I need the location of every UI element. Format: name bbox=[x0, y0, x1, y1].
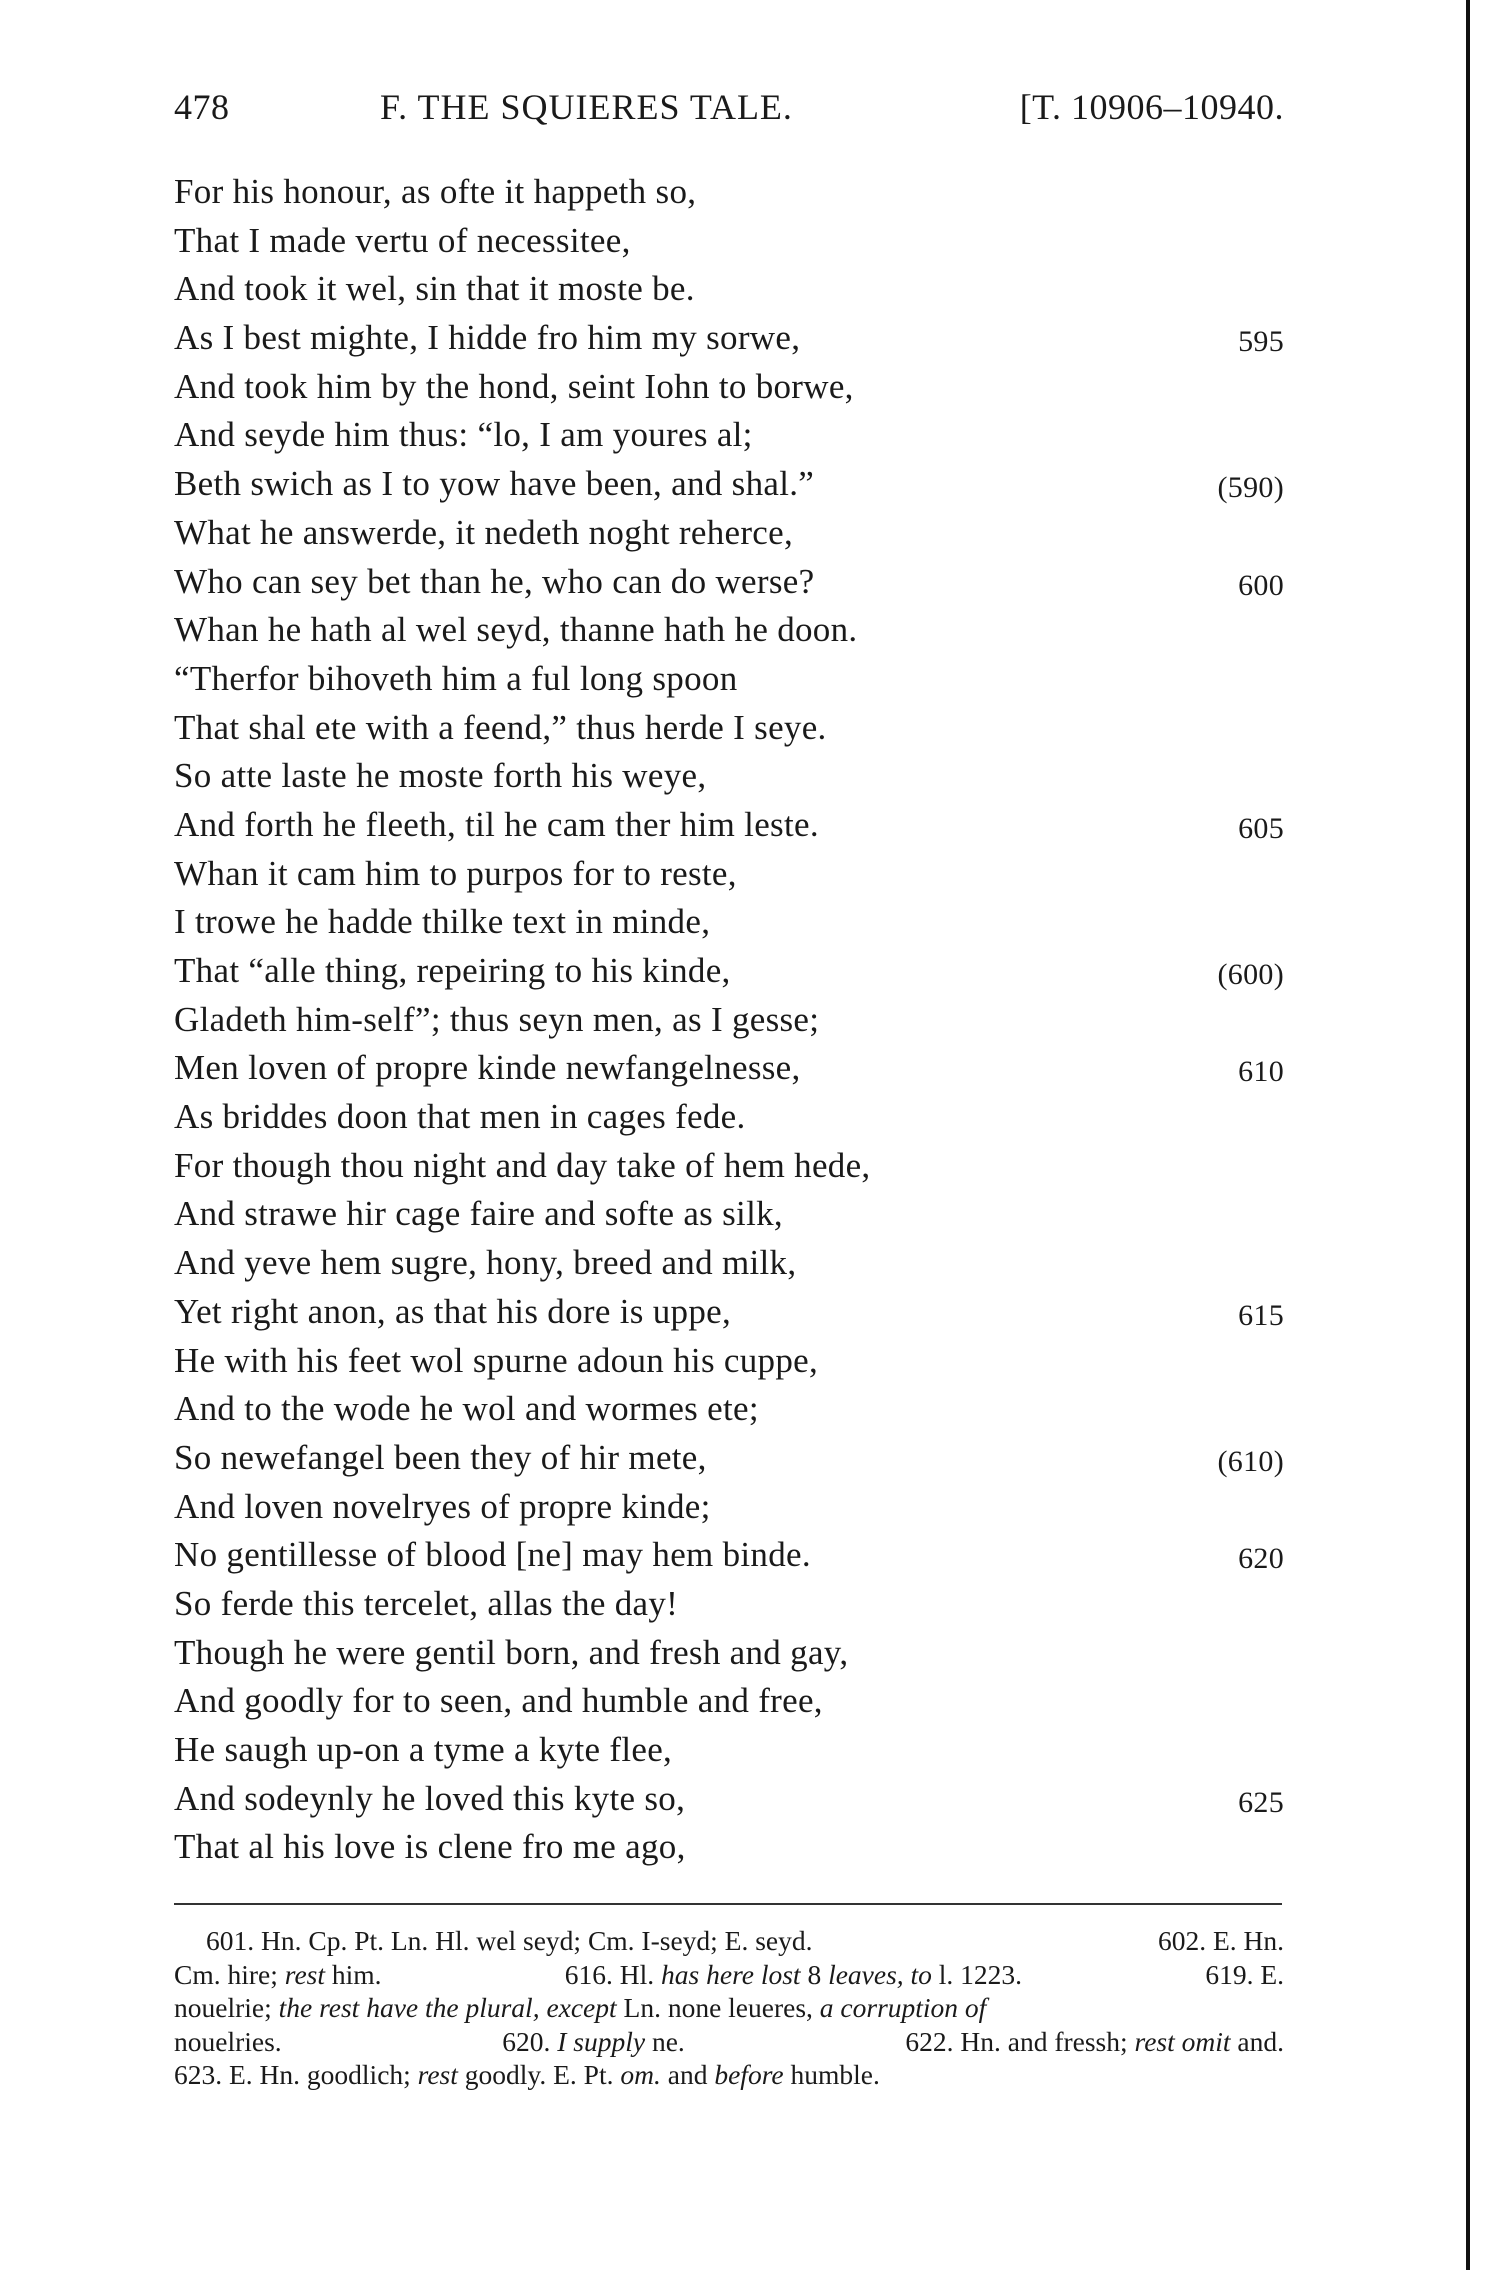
verse-line bbox=[174, 1288, 1284, 1337]
verse-text: What he answerde, it nedeth noght reherce, bbox=[174, 512, 793, 552]
verse-text: Beth swich as I to yow have been, and shal.” bbox=[174, 464, 815, 504]
line-number: 625 bbox=[1238, 1785, 1284, 1819]
verse-text: No gentillesse of blood [ne] may hem binde. bbox=[174, 1535, 811, 1575]
verse-line bbox=[174, 1337, 1284, 1386]
page-number: 478 bbox=[174, 87, 230, 127]
verse-line bbox=[174, 850, 1284, 899]
verse-line bbox=[174, 1677, 1284, 1726]
verse-text: And to the wode he wol and wormes ete; bbox=[174, 1389, 759, 1429]
running-header bbox=[174, 86, 1284, 138]
verse-text: For though thou night and day take of hem hede, bbox=[174, 1145, 871, 1185]
footnote-602: 602. E. Hn. bbox=[1157, 1925, 1284, 1956]
verse-line bbox=[174, 265, 1284, 314]
verse-text: That al his love is clene fro me ago, bbox=[174, 1827, 686, 1867]
verse-text: That “alle thing, repeiring to his kinde, bbox=[174, 951, 731, 990]
verse-text: And took it wel, sin that it moste be. bbox=[174, 269, 695, 309]
verse-line bbox=[174, 1629, 1284, 1678]
footnote-622: 622. Hn. and fressh; rest omit and. bbox=[905, 2025, 1284, 2057]
verse-line bbox=[174, 996, 1284, 1045]
footnote-rule bbox=[174, 1903, 1282, 1905]
footnote-620: 620. I supply ne. bbox=[502, 2025, 685, 2057]
line-range: [T. 10906–10940. bbox=[1019, 87, 1284, 127]
verse-text: And loven novelryes of propre kinde; bbox=[174, 1486, 711, 1526]
verse-line bbox=[174, 411, 1284, 460]
verse-text: So atte laste he moste forth his weye, bbox=[174, 756, 707, 796]
verse-text: As briddes doon that men in cages fede. bbox=[174, 1097, 746, 1137]
footnote-601: 601. Hn. Cp. Pt. Ln. Hl. wel seyd; Cm. I-seyd; E. seyd. bbox=[206, 1925, 813, 1956]
line-number: 605 bbox=[1238, 811, 1284, 845]
verse-text: Men loven of propre kinde newfangelnesse, bbox=[174, 1048, 801, 1088]
verse-text: Though he were gentil born, and fresh and gay, bbox=[174, 1632, 849, 1672]
footnote-619-end: nouelries. bbox=[174, 2025, 282, 2057]
verse-line bbox=[174, 801, 1284, 850]
line-number: 610 bbox=[1238, 1055, 1284, 1089]
verse-line bbox=[174, 898, 1284, 947]
verse-line bbox=[174, 1483, 1284, 1532]
verse-text: That I made vertu of necessitee, bbox=[174, 220, 631, 260]
verse-text: I trowe he hadde thilke text in minde, bbox=[174, 902, 711, 942]
verse-text: And seyde him thus: “lo, I am youres al; bbox=[174, 415, 753, 455]
verse-text: He saugh up-on a tyme a kyte flee, bbox=[174, 1730, 673, 1769]
verse-line bbox=[174, 314, 1284, 363]
verse-text: As I best mighte, I hidde fro him my sorwe, bbox=[174, 318, 801, 358]
verse-text: “Therfor bihoveth him a ful long spoon bbox=[174, 658, 738, 698]
footnote-623: 623. E. Hn. goodlich; rest goodly. E. Pt. om. and before humble. bbox=[174, 2059, 880, 2090]
verse-text: That shal ete with a feend,” thus herde I seye. bbox=[174, 707, 827, 747]
running-title: F. THE SQUIERES TALE. bbox=[380, 87, 793, 127]
verse-line bbox=[174, 704, 1284, 753]
line-number: (600) bbox=[1217, 958, 1284, 991]
line-number: 615 bbox=[1238, 1298, 1284, 1332]
footnote-619: 619. E. bbox=[1205, 1958, 1284, 1990]
verse-text: Whan it cam him to purpos for to reste, bbox=[174, 853, 737, 893]
verse-text: Yet right anon, as that his dore is uppe, bbox=[174, 1291, 732, 1331]
footnote-602-cont: Cm. hire; rest him. bbox=[174, 1958, 382, 1990]
verse-line bbox=[174, 606, 1284, 655]
verse-line bbox=[174, 655, 1284, 704]
footnote-616: 616. Hl. has here lost 8 leaves, to l. 1223. bbox=[564, 1958, 1023, 1990]
footnotes bbox=[174, 1924, 1284, 2092]
verse-text: And yeve hem sugre, hony, breed and milk, bbox=[174, 1243, 797, 1283]
verse-text: For his honour, as ofte it happeth so, bbox=[174, 172, 697, 211]
verse-line bbox=[174, 509, 1284, 558]
footnote-line bbox=[174, 1924, 1284, 1958]
verse-line bbox=[174, 1190, 1284, 1239]
verse-line bbox=[174, 1385, 1284, 1434]
line-number: (610) bbox=[1217, 1444, 1284, 1478]
verse-text: So ferde this tercelet, allas the day! bbox=[174, 1583, 679, 1623]
footnote-line bbox=[174, 1991, 1284, 2025]
verse-text: And strawe hir cage faire and softe as silk, bbox=[174, 1194, 783, 1234]
footnote-line bbox=[174, 2058, 1284, 2092]
line-number: (590) bbox=[1217, 471, 1284, 505]
verse-text: Whan he hath al wel seyd, thanne hath he doon. bbox=[174, 610, 858, 650]
verse-text: And forth he fleeth, til he cam ther him leste. bbox=[174, 804, 819, 844]
footnote-line bbox=[174, 2025, 1284, 2059]
verse-text: Who can sey bet than he, who can do werse? bbox=[174, 561, 815, 601]
verse-line bbox=[174, 1044, 1284, 1093]
verse-line bbox=[174, 217, 1284, 266]
verse-line bbox=[174, 168, 1284, 217]
verse-line bbox=[174, 460, 1284, 509]
verse-line bbox=[174, 1239, 1284, 1288]
verse-line bbox=[174, 1093, 1284, 1142]
verse-text: He with his feet wol spurne adoun his cuppe, bbox=[174, 1340, 819, 1380]
line-number: 620 bbox=[1238, 1542, 1284, 1576]
verse-line bbox=[174, 1823, 1284, 1872]
verse-line bbox=[174, 1580, 1284, 1629]
page-edge bbox=[1466, 0, 1470, 2270]
verse-text: And took him by the hond, seint Iohn to borwe, bbox=[174, 366, 854, 406]
footnote-619-cont: nouelrie; the rest have the plural, except Ln. none leueres, a corruption of bbox=[174, 1992, 987, 2023]
line-number: 595 bbox=[1238, 325, 1284, 359]
footnote-line bbox=[174, 1958, 1284, 1992]
verse-line bbox=[174, 1531, 1284, 1580]
verse-line bbox=[174, 752, 1284, 801]
verse-line bbox=[174, 1142, 1284, 1191]
verse-line bbox=[174, 1726, 1284, 1775]
verse-line bbox=[174, 1434, 1284, 1483]
verse-text: Gladeth him-self”; thus seyn men, as I gesse; bbox=[174, 999, 820, 1039]
line-number: 600 bbox=[1238, 568, 1284, 602]
verse-text: So newefangel been they of hir mete, bbox=[174, 1437, 707, 1477]
verse-text: And sodeynly he loved this kyte so, bbox=[174, 1778, 686, 1818]
verse-line bbox=[174, 558, 1284, 607]
verse-line bbox=[174, 947, 1284, 996]
verse-text: And goodly for to seen, and humble and free, bbox=[174, 1681, 823, 1721]
verse-line bbox=[174, 1775, 1284, 1824]
verse-line bbox=[174, 363, 1284, 412]
poem-text bbox=[174, 168, 1284, 1872]
